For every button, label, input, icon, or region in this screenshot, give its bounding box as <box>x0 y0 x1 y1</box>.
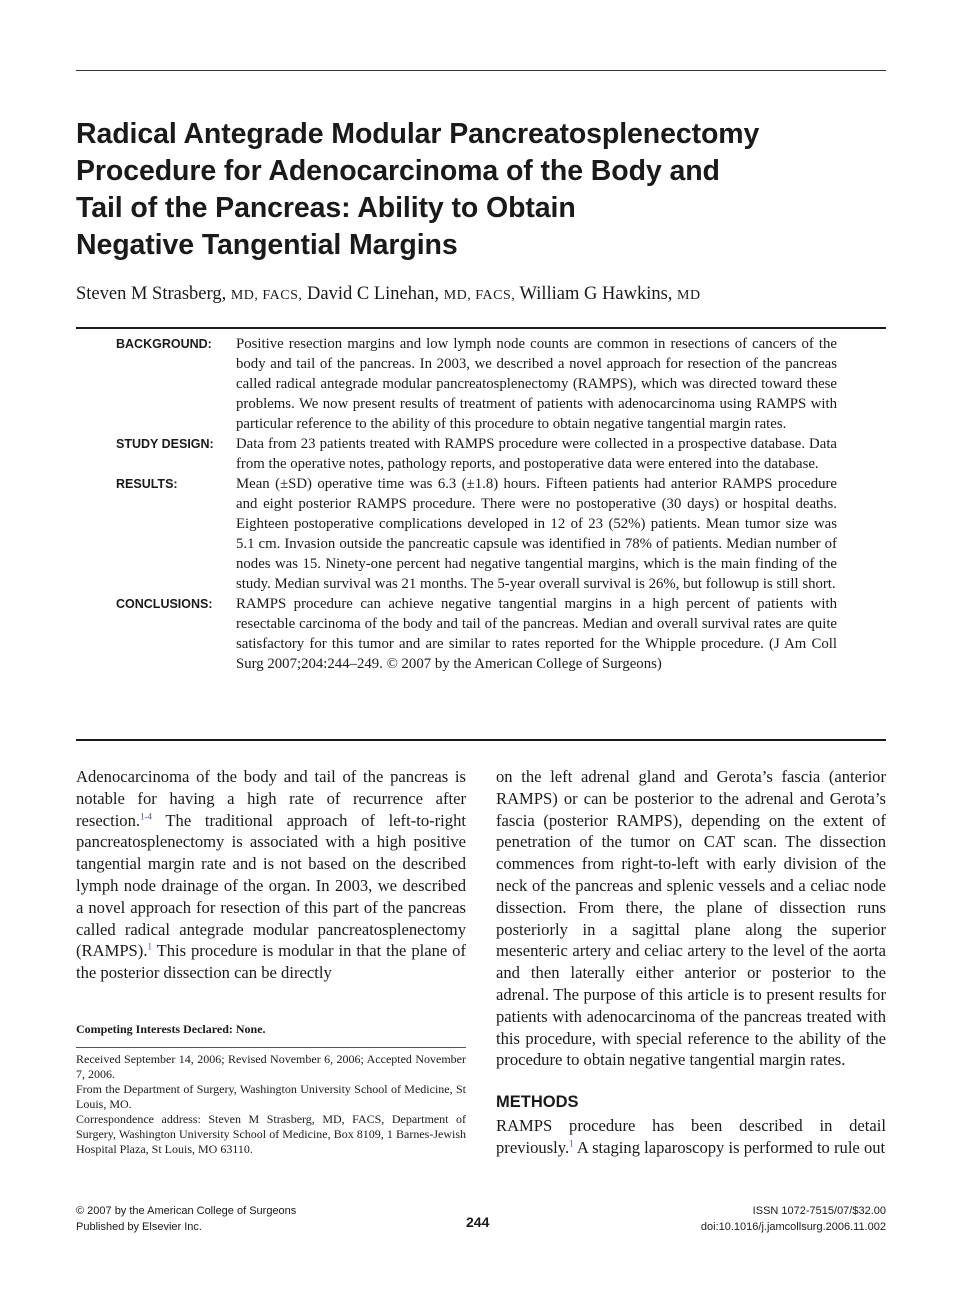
author-name: William G Hawkins, <box>519 284 673 304</box>
body-text: The traditional approach of left-to-right pancreatosplenectomy is associated with a high positive tangential margin rate and is not based on the described lymph node drainage of the organ. In 2003, we described a novel approach for resection of this part of the pancreas called radical antegrade modular pancreatosplenectomy (RAMPS). <box>76 810 466 961</box>
title-line: Negative Tangential Margins <box>76 229 458 261</box>
citation-link[interactable]: 1 <box>569 1138 574 1149</box>
abstract-text: Data from 23 patients treated with RAMPS procedure were collected in a prospective database. Data from the operative notes, pathology reports, and postoperative data were entered into the database. <box>236 436 837 472</box>
page-number: 244 <box>466 1214 490 1230</box>
author-name: Steven M Strasberg, <box>76 284 227 304</box>
body-text: RAMPS procedure has been described in detail previously. <box>496 1116 886 1157</box>
abstract-label: RESULTS: <box>116 477 178 491</box>
abstract-label: STUDY DESIGN: <box>116 437 214 451</box>
body-text: on the left adrenal gland and Gerota’s fascia (anterior RAMPS) or can be posterior to the adrenal and Gerota’s fascia (posterior RAMPS), depending on the extent of penetration of the tumor on CAT scan. The dissection commences from right-to-left with early division of the neck of the pancreas and splenic vessels and a celiac node dissection. From there, the plane of dissection runs posteriorly in a sagittal plane along the superior mesenteric artery and celiac artery to the level of the aorta and then laterally either anterior or posterior to the adrenal. The purpose of this article is to present results for patients with adenocarcinoma of the pancreas treated with this procedure, with special reference to the ability of the procedure to obtain negative tangential margin rates. <box>496 767 886 1070</box>
author-degree: MD <box>677 288 701 303</box>
article-title <box>76 116 886 264</box>
abstract-bottom-rule <box>76 739 886 741</box>
citation-link[interactable]: 1-4 <box>140 811 153 822</box>
copyright: © 2007 by the American College of Surgeons <box>76 1205 297 1217</box>
title-line: Procedure for Adenocarcinoma of the Body and <box>76 155 720 187</box>
body-text: Adenocarcinoma of the body and tail of the pancreas is notable for having a high rate of recurrence after resection. <box>76 767 466 830</box>
author-list <box>76 282 701 308</box>
abstract-background <box>76 334 886 434</box>
notes-divider <box>76 1047 466 1048</box>
article-notes <box>76 1022 466 1157</box>
publisher: Published by Elsevier Inc. <box>76 1221 202 1233</box>
abstract-text: Mean (±SD) operative time was 6.3 (±1.8) hours. Fifteen patients had anterior RAMPS procedure and eight posterior RAMPS procedure. There were no postoperative (30 days) or hospital deaths. Eighteen postoperative complications developed in 12 of 23 (52%) patients. Mean tumor size was 5.1 cm. Invasion outside the pancreatic capsule was identified in 78% of patients. Median number of nodes was 15. Ninety-one percent had negative tangential margins, which is the main finding of the study. Median survival was 21 months. The 5-year overall survival is 26%, but followup is still short. <box>236 476 837 592</box>
methods-heading: METHODS <box>496 1093 579 1111</box>
methods-text <box>496 1115 886 1159</box>
author-degree: MD, FACS, <box>230 288 303 303</box>
body-text: This procedure is modular in that the plane of the posterior dissection can be directly <box>76 941 466 983</box>
header-rule <box>76 70 886 71</box>
correspondence: Correspondence address: Steven M Strasberg, MD, FACS, Department of Surgery, Washington University School of Medicine, Box 8109, 1 Barnes-Jewish Hospital Plaza, St Louis, MO 63110. <box>76 1112 466 1156</box>
abstract-top-rule <box>76 327 886 329</box>
title-line: Tail of the Pancreas: Ability to Obtain <box>76 192 576 224</box>
abstract-conclusions <box>76 594 886 674</box>
title-line: Radical Antegrade Modular Pancreatosplenectomy <box>76 118 760 150</box>
abstract-text: RAMPS procedure can achieve negative tangential margins in a high percent of patients with resectable carcinoma of the body and tail of the pancreas. Median and overall survival rates are quite satisfactory for this tumor and are similar to rates reported for the Whipple procedure. (J Am Coll Surg 2007;204:244–249. © 2007 by the American College of Surgeons) <box>236 596 837 672</box>
body-column-right <box>496 766 886 1071</box>
abstract <box>76 334 886 674</box>
abstract-label: CONCLUSIONS: <box>116 597 213 611</box>
abstract-study-design <box>76 434 886 474</box>
received-dates: Received September 14, 2006; Revised November 6, 2006; Accepted November 7, 2006. <box>76 1052 466 1081</box>
affiliation: From the Department of Surgery, Washington University School of Medicine, St Louis, MO. <box>76 1082 466 1111</box>
author-name: David C Linehan, <box>307 284 440 304</box>
citation-link[interactable]: 1 <box>147 941 152 952</box>
abstract-text: Positive resection margins and low lymph node counts are common in resections of cancers of the body and tail of the pancreas. In 2003, we described a novel approach for resection of the pancreas called radical antegrade modular pancreatosplenectomy (RAMPS), which was directed toward these problems. We now present results of treatment of patients with adenocarcinoma using RAMPS with particular reference to the ability of this procedure to obtain negative tangential margin rates. <box>236 336 837 432</box>
abstract-results <box>76 474 886 594</box>
issn: ISSN 1072-7515/07/$32.00 <box>752 1205 886 1217</box>
footer-left <box>76 1203 296 1235</box>
body-column-left <box>76 766 466 984</box>
author-degree: MD, FACS, <box>443 288 516 303</box>
abstract-label: BACKGROUND: <box>116 337 212 351</box>
body-text: A staging laparoscopy is performed to rule out <box>573 1137 886 1157</box>
footer-right <box>701 1203 886 1235</box>
competing-interests: Competing Interests Declared: None. <box>76 1022 266 1036</box>
doi-link[interactable]: doi:10.1016/j.jamcollsurg.2006.11.002 <box>700 1221 886 1233</box>
